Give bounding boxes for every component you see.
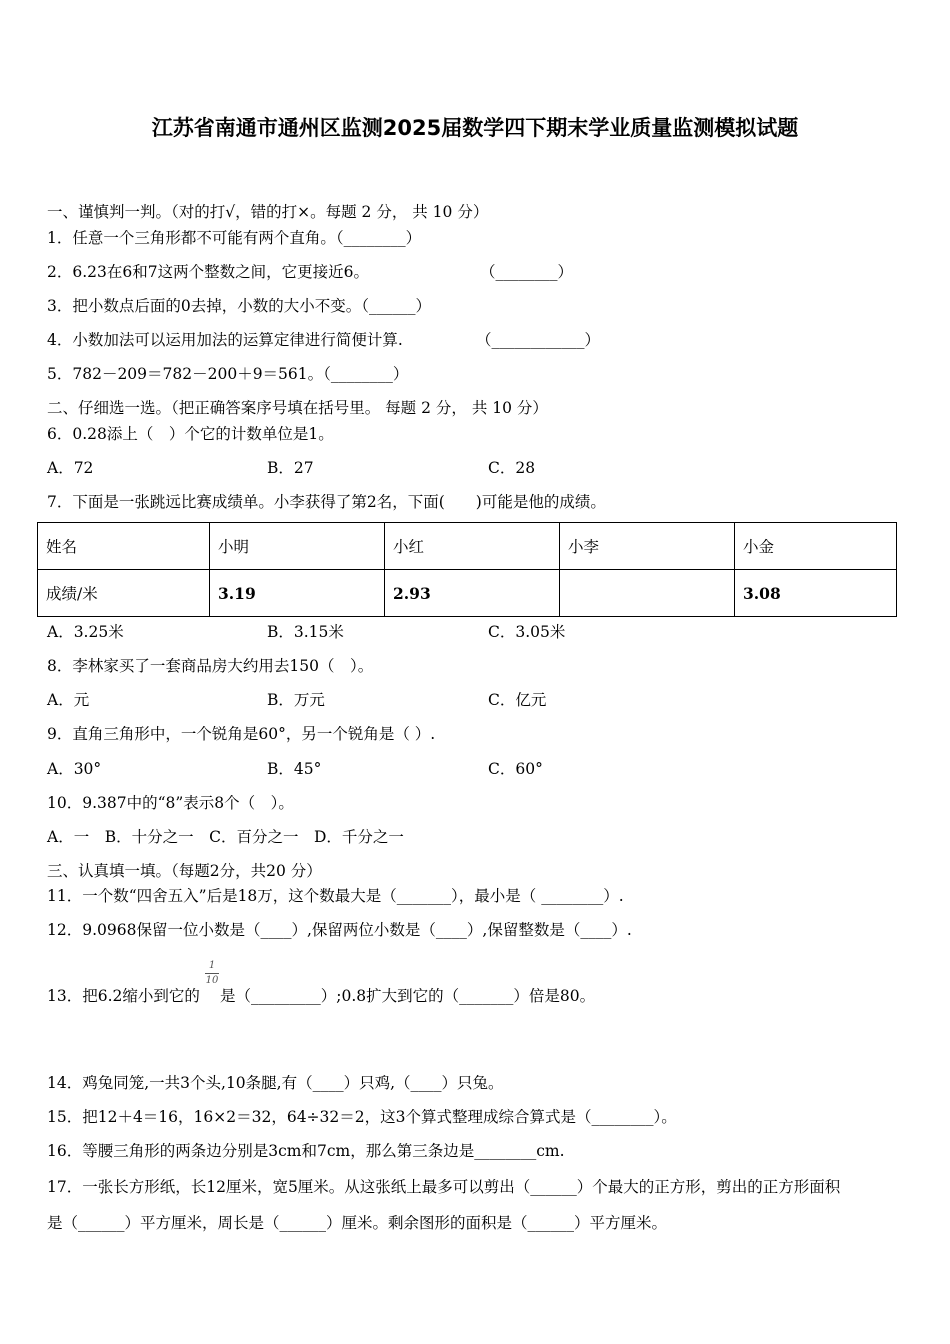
table-cell: 姓名 [38,523,210,570]
q7-option-c: C．3.05米 [488,623,566,641]
q8-option-a: A．元 [47,691,90,709]
table-cell: 小金 [735,523,897,570]
table-cell: 3.19 [210,570,385,617]
q8-option-b: B．万元 [267,691,325,709]
question-14: 14．鸡兔同笼,一共3个头,10条腿,有（____）只鸡,（____）只兔。 [47,1074,504,1092]
table-header-row [38,523,897,570]
question-8: 8．李林家买了一套商品房大约用去150（ ）。 [47,657,374,675]
q8-option-c: C．亿元 [488,691,547,709]
q9-option-a: A．30° [47,760,102,778]
question-4: 4．小数加法可以运用加法的运算定律进行简便计算. [47,331,403,349]
question-4-blank: （____________） [476,331,601,349]
fraction-bar [205,973,219,974]
section3-heading: 三、认真填一填。（每题2分，共20 分） [47,862,322,880]
question-17-line2: 是（______）平方厘米，周长是（______）厘米。剩余图形的面积是（______）平方厘米。 [47,1214,668,1232]
table-cell: 3.08 [735,570,897,617]
q6-option-b: B．27 [267,459,314,477]
table-cell: 小明 [210,523,385,570]
q9-option-c: C．60° [488,760,543,778]
section2-heading: 二、仔细选一选。（把正确答案序号填在括号里。 每题 2 分， 共 10 分） [47,399,548,417]
q7-option-a: A．3.25米 [47,623,124,641]
question-2-blank: （________） [480,263,574,281]
table-cell: 2.93 [385,570,560,617]
question-2: 2．6.23在6和7这两个整数之间，它更接近6。 [47,263,369,281]
question-13-part1: 13．把6.2缩小到它的 [47,987,200,1005]
question-13-part2: 是（_________）;0.8扩大到它的（_______）倍是80。 [220,987,596,1005]
q6-option-a: A．72 [47,459,94,477]
question-10: 10．9.387中的“8”表示8个（ ）。 [47,794,294,812]
question-12: 12．9.0968保留一位小数是（____）,保留两位小数是（____）,保留整数是（____）. [47,921,632,939]
question-11: 11．一个数“四舍五入”后是18万，这个数最大是（_______），最小是（ ________）. [47,887,624,905]
table-cell [560,570,735,617]
question-6: 6．0.28添上（ ）个它的计数单位是1。 [47,425,334,443]
q9-option-b: B．45° [267,760,322,778]
table-row [38,570,897,617]
q6-option-c: C．28 [488,459,536,477]
table-cell: 成绩/米 [38,570,210,617]
question-17-line1: 17．一张长方形纸，长12厘米，宽5厘米。从这张纸上最多可以剪出（______）个最大的正方形，剪出的正方形面积 [47,1178,841,1196]
score-table [37,522,897,617]
section1-heading: 一、谨慎判一判。（对的打√，错的打×。每题 2 分， 共 10 分） [47,203,489,221]
question-5: 5．782－209＝782－200＋9＝561。（________） [47,365,409,383]
question-9: 9．直角三角形中，一个锐角是60°，另一个锐角是（ ）. [47,725,436,743]
question-7: 7．下面是一张跳远比赛成绩单。小李获得了第2名，下面( )可能是他的成绩。 [47,493,606,511]
table-cell: 小李 [560,523,735,570]
question-1: 1．任意一个三角形都不可能有两个直角。（________） [47,229,422,247]
question-16: 16．等腰三角形的两条边分别是3cm和7cm，那么第三条边是________cm. [47,1142,565,1160]
question-3: 3．把小数点后面的0去掉，小数的大小不变。（______） [47,297,431,315]
q10-options: A．一 B．十分之一 C．百分之一 D．千分之一 [47,828,404,846]
fraction-one-tenth [203,960,221,987]
question-15: 15．把12＋4＝16，16×2＝32，64÷32＝2，这3个算式整理成综合算式是（________）。 [47,1108,677,1126]
q7-option-b: B．3.15米 [267,623,344,641]
table-cell: 小红 [385,523,560,570]
page-title: 江苏省南通市通州区监测2025届数学四下期末学业质量监测模拟试题 [151,116,799,140]
fraction-numerator: 1 [208,960,216,971]
fraction-denominator: 10 [205,975,219,986]
